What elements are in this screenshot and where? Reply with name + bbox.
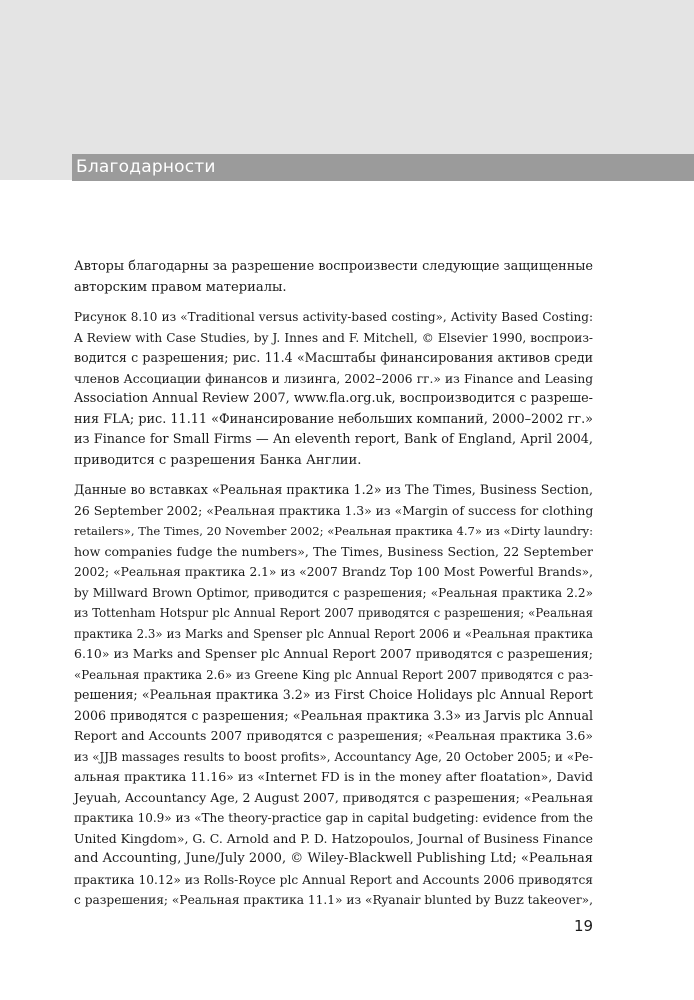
text-line: Авторы благодарны за разрешение воспроизвести следующие защищенные [74, 259, 593, 274]
text-line: приводится с разрешения Банка Англии. [74, 452, 362, 468]
text-line: A Review with Case Studies, by J. Innes and F. Mitchell, © Elsevier 1990, воспроиз- [74, 330, 593, 345]
header-band [0, 0, 694, 180]
text-line: United Kingdom», G. C. Arnold and P. D. Hatzopoulos, Journal of Business Finance [74, 830, 593, 846]
text-line: Association Annual Review 2007, www.fla.org.uk, воспроизводится с разреше- [74, 391, 593, 406]
text-line: практика 10.9» из «The theory-practice gap in capital budgeting: evidence from the [74, 811, 593, 825]
text-line: авторским правом материалы. [74, 279, 287, 295]
body-text [74, 257, 593, 920]
text-line: водится с разрешения; рис. 11.4 «Масштабы финансирования активов среди [74, 350, 593, 365]
text-line: решения; «Реальная практика 3.2» из First Choice Holidays plc Annual Report [74, 687, 593, 702]
text-line: and Accounting, June/July 2000, © Wiley-Blackwell Publishing Ltd; «Реальная [74, 851, 593, 866]
paragraph-figures [74, 307, 593, 471]
text-line: 26 September 2002; «Реальная практика 1.3» из «Margin of success for clothing [74, 502, 594, 518]
paragraph-intro [74, 257, 593, 298]
text-line: 2002; «Реальная практика 2.1» из «2007 Brandz Top 100 Most Powerful Brands», [74, 565, 593, 579]
text-line: by Millward Brown Optimor, приводится с разрешения; «Реальная практика 2.2» [74, 585, 593, 600]
text-line: практика 2.3» из Marks and Spenser plc Annual Report 2006 и «Реальная практика [74, 626, 593, 641]
text-line: альная практика 11.16» из «Internet FD is in the money after floatation», David [74, 769, 593, 784]
text-line: из Finance for Small Firms — An eleventh report, Bank of England, April 2004, [74, 432, 593, 447]
paragraph-inserts [74, 480, 593, 911]
text-line: «Реальная практика 2.6» из Greene King plc Annual Report 2007 приводятся с раз- [74, 667, 593, 682]
text-line: Рисунок 8.10 из «Traditional versus activity-based costing», Activity Based Costing: [74, 310, 593, 324]
text-line: how companies fudge the numbers», The Times, Business Section, 22 September [74, 543, 593, 559]
text-line: 2006 приводятся с разрешения; «Реальная практика 3.3» из Jarvis plc Annual [74, 707, 593, 723]
text-line: ния FLA; рис. 11.11 «Финансирование небольших компаний, 2000–2002 гг.» [74, 411, 593, 427]
page-number: 19 [574, 917, 594, 935]
text-line: Jeyuah, Accountancy Age, 2 August 2007, приводятся с разрешения; «Реальная [74, 789, 594, 805]
text-line: практика 10.12» из Rolls-Royce plc Annual Report and Accounts 2006 приводятся [74, 872, 593, 887]
chapter-title: Благодарности [76, 157, 216, 177]
text-line: Report and Accounts 2007 приводятся с разрешения; «Реальная практика 3.6» [74, 728, 593, 743]
text-line: членов Ассоциации финансов и лизинга, 2002–2006 гг.» из Finance and Leasing [74, 371, 593, 386]
chapter-title-bar [72, 154, 694, 181]
text-line: из «JJB massages results to boost profits», Accountancy Age, 20 October 2005; и «Ре- [74, 749, 593, 764]
text-line: retailers», The Times, 20 November 2002; «Реальная практика 4.7» из «Dirty laundry: [74, 524, 593, 538]
text-line: Данные во вставках «Реальная практика 1.2» из The Times, Business Section, [74, 482, 593, 497]
text-line: из Tottenham Hotspur plc Annual Report 2007 приводятся с разрешения; «Реальная [74, 606, 593, 620]
text-line: 6.10» из Marks and Spenser plc Annual Report 2007 приводятся с разрешения; [74, 646, 593, 661]
text-line: с разрешения; «Реальная практика 11.1» из «Ryanair blunted by Buzz takeover», [74, 893, 593, 907]
